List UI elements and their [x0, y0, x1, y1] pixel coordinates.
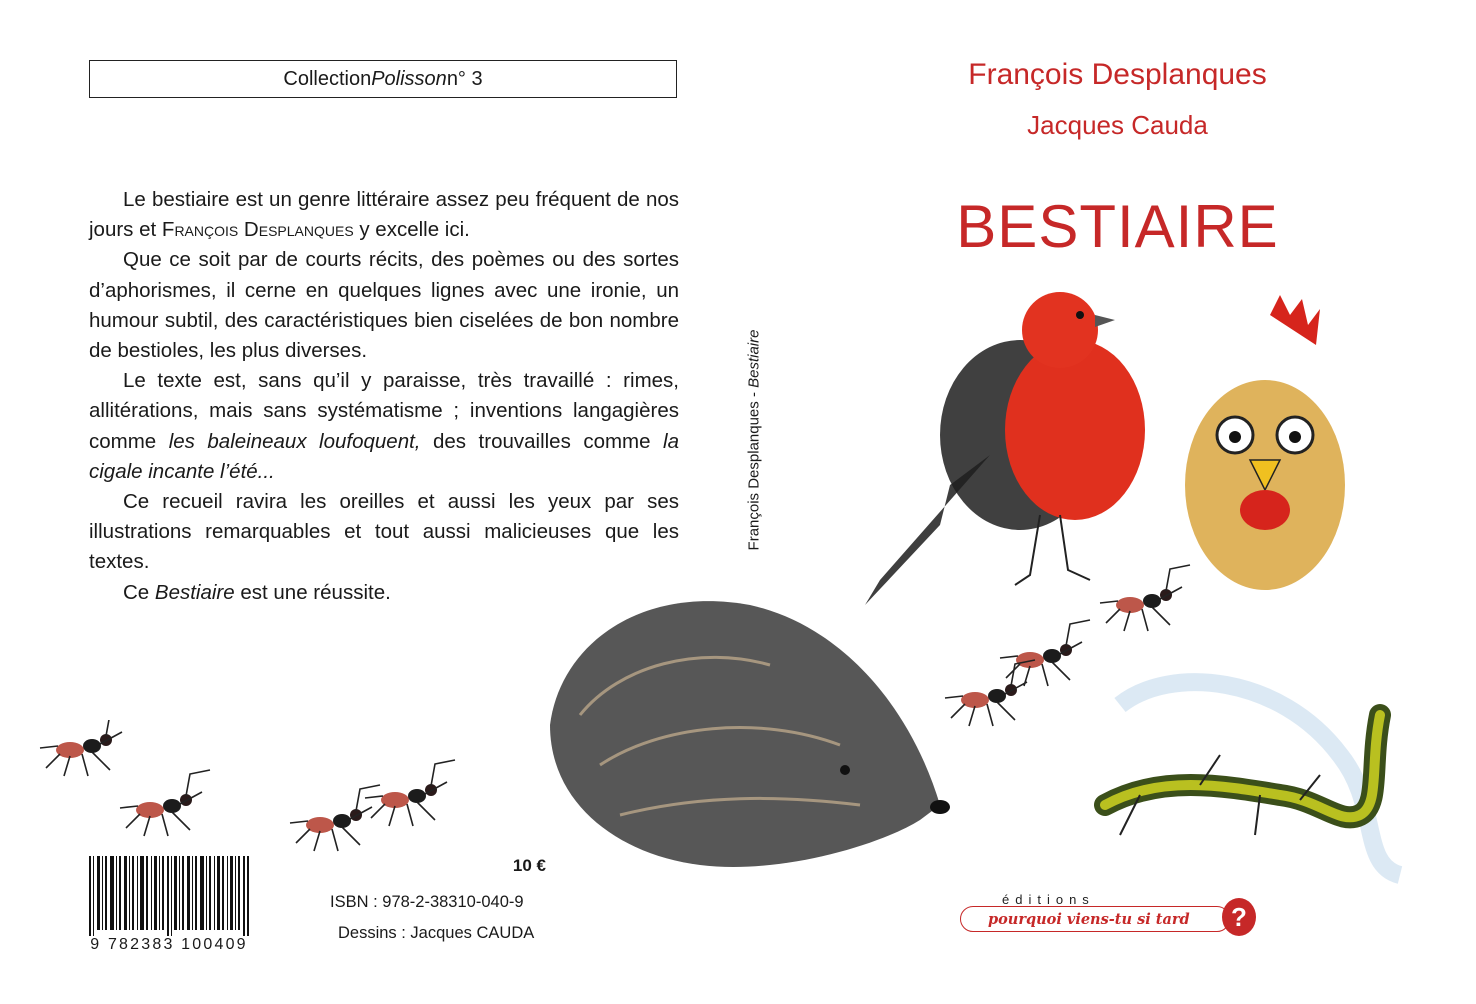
- blurb-paragraph: Le bestiaire est un genre littéraire assez peu fréquent de nos jours et François Desplanques y excelle ici.: [89, 188, 679, 242]
- blurb-paragraph: Le texte est, sans qu’il y paraisse, très travaillé : rimes, allitérations, mais sans systématisme ; inventions langagières comme les baleineaux loufoquent, des trouvailles comme la cigale incante l’été...: [89, 369, 679, 483]
- lizard-drawing: [1105, 682, 1400, 875]
- ant-drawing: [40, 720, 130, 776]
- spine-text: François Desplanques - Bestiaire: [745, 329, 763, 551]
- ant-drawing: [120, 770, 210, 836]
- drawings-credit: Dessins : Jacques CAUDA: [338, 924, 535, 942]
- ant-drawing: [1100, 565, 1190, 631]
- collection-box: [89, 60, 677, 98]
- author-name: François Desplanques: [968, 58, 1267, 91]
- collection-prefix: Collection: [283, 67, 372, 90]
- illustrator-name: Jacques Cauda: [1027, 110, 1208, 140]
- publisher-label: éditions: [1002, 892, 1095, 907]
- rooster-drawing: [1185, 295, 1345, 590]
- collection-number: n° 3: [446, 67, 483, 90]
- cover-illustrations: [520, 285, 1420, 905]
- ant-drawing: [365, 760, 455, 826]
- ant-illustrations: [30, 720, 510, 870]
- price: 10 €: [512, 856, 546, 875]
- hedgehog-drawing: [550, 601, 950, 867]
- ant-drawing: [290, 785, 380, 851]
- barcode-digits: 9 782383 100409: [90, 936, 248, 953]
- question-mark-icon: ?: [1222, 898, 1256, 936]
- publisher-logo: [960, 894, 1260, 944]
- collection-name: Polisson: [371, 67, 447, 90]
- publisher-name: pourquoi viens-tu si tard: [988, 911, 1190, 928]
- robin-drawing: [865, 292, 1145, 605]
- isbn: ISBN : 978-2-38310-040-9: [330, 893, 524, 911]
- book-title: BESTIAIRE: [956, 193, 1279, 260]
- ant-drawing: [945, 660, 1035, 726]
- blurb-paragraph: Que ce soit par de courts récits, des poèmes ou des sortes d’aphorismes, il cerne en quelques lignes avec une ironie, un humour subtil, des caractéristiques bien ciselées de bon nombre de bestioles, les plus diverses.: [89, 248, 679, 363]
- barcode: [89, 856, 249, 936]
- author-smallcaps: François Desplanques: [161, 218, 354, 242]
- blurb-paragraph: Ce Bestiaire est une réussite.: [123, 580, 391, 604]
- blurb-paragraph: Ce recueil ravira les oreilles et aussi les yeux par ses illustrations remarquables et tout aussi malicieuses que les textes.: [89, 490, 679, 574]
